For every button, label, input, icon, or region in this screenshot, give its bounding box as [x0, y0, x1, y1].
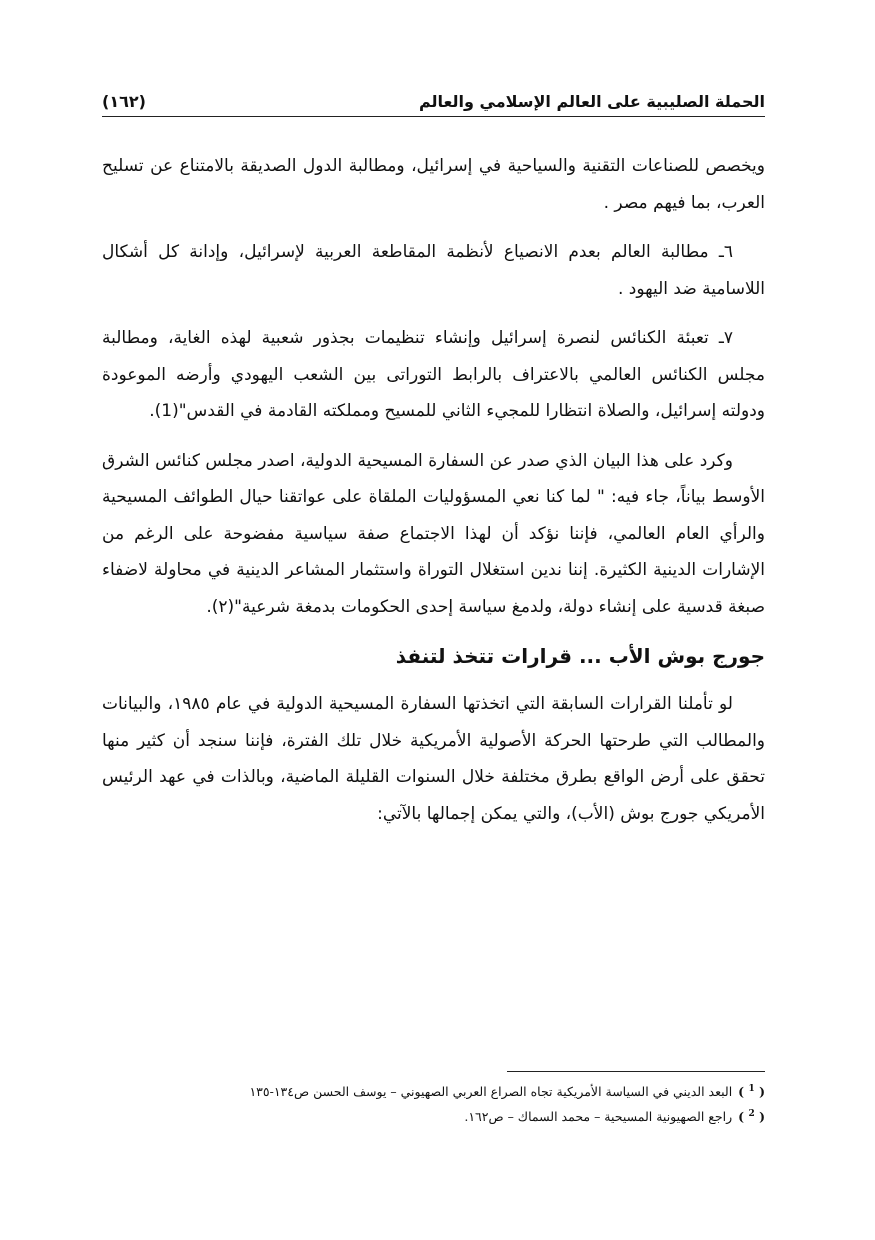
header-title: الحملة الصليبية على العالم الإسلامي والعالم	[418, 91, 765, 111]
running-header	[102, 86, 765, 117]
footnote-text: البعد الديني في السياسة الأمريكية تجاه الصراع العربي الصهيوني – يوسف الحسن ص١٣٤-١٣٥	[249, 1084, 733, 1100]
page-number: (١٦٢)	[102, 91, 146, 111]
paragraph-item-7: ٧ـ تعبئة الكنائس لنصرة إسرائيل وإنشاء تنظيمات بجذور شعبية لهذه الغاية، ومطالبة مجلس الكنائس العالمي بالاعتراف بالرابط التوراتى بين الشعب اليهودي وأرضه الموعودة ودولته إسرائيل، والصلاة انتظارا للمجيء الثاني للمسيح ومملكته القادمة في القدس"(1).	[102, 328, 765, 421]
paragraph-item-6: ٦ـ مطالبة العالم بعدم الانصياع لأنظمة المقاطعة العربية لإسرائيل، وإدانة كل أشكال اللاسامية ضد اليهود .	[102, 242, 765, 299]
paragraph-continuation: ويخصص للصناعات التقنية والسياحية في إسرائيل، ومطالبة الدول الصديقة بالامتناع عن تسليح العرب، بما فيهم مصر .	[102, 156, 765, 213]
footnote-marker: ( $^2$ )	[738, 1109, 765, 1125]
footnote-2	[102, 1103, 765, 1128]
footnote-separator	[507, 1071, 765, 1072]
section-paragraph: لو تأملنا القرارات السابقة التي اتخذتها السفارة المسيحية الدولية في عام ١٩٨٥، والبيانات والمطالب التي طرحتها الحركة الأصولية الأمريكية خلال تلك الفترة، فإننا سنجد أن كثير منها تحقق على أرض الواقع بطرق مختلفة خلال السنوات القليلة الماضية، وبالذات في عهد الرئيس الأمريكي جورج بوش (الأب)، والتي يمكن إجمالها بالآتي:	[102, 694, 765, 824]
footnote-1	[102, 1078, 765, 1103]
footnote-text: راجع الصهيونية المسيحية – محمد السماك – ص١٦٢.	[464, 1109, 733, 1125]
body-text	[102, 148, 765, 845]
footnotes	[102, 1078, 765, 1128]
paragraph-statement: وكرد على هذا البيان الذي صدر عن السفارة المسيحية الدولية، اصدر مجلس كنائس الشرق الأوسط بياناً، جاء فيه: " لما كنا نعي المسؤوليات الملقاة على عواتقنا حيال الطوائف المسيحية والرأي العام العالمي، فإننا نؤكد أن لهذا الاجتماع صفة سياسية مفضوحة على الرغم من الإشارات الدينية الكثيرة. إننا ندين استغلال التوراة واستثمار المشاعر الدينية في محاولة لاضفاء صبغة قدسية على إنشاء دولة، ولدمغ سياسة إحدى الحكومات بدمغة شرعية"(٢).	[102, 450, 765, 617]
footnote-marker: ( $^1$ )	[738, 1084, 765, 1100]
section-heading: جورج بوش الأب ... قرارات تتخذ لتنفذ	[395, 644, 765, 668]
